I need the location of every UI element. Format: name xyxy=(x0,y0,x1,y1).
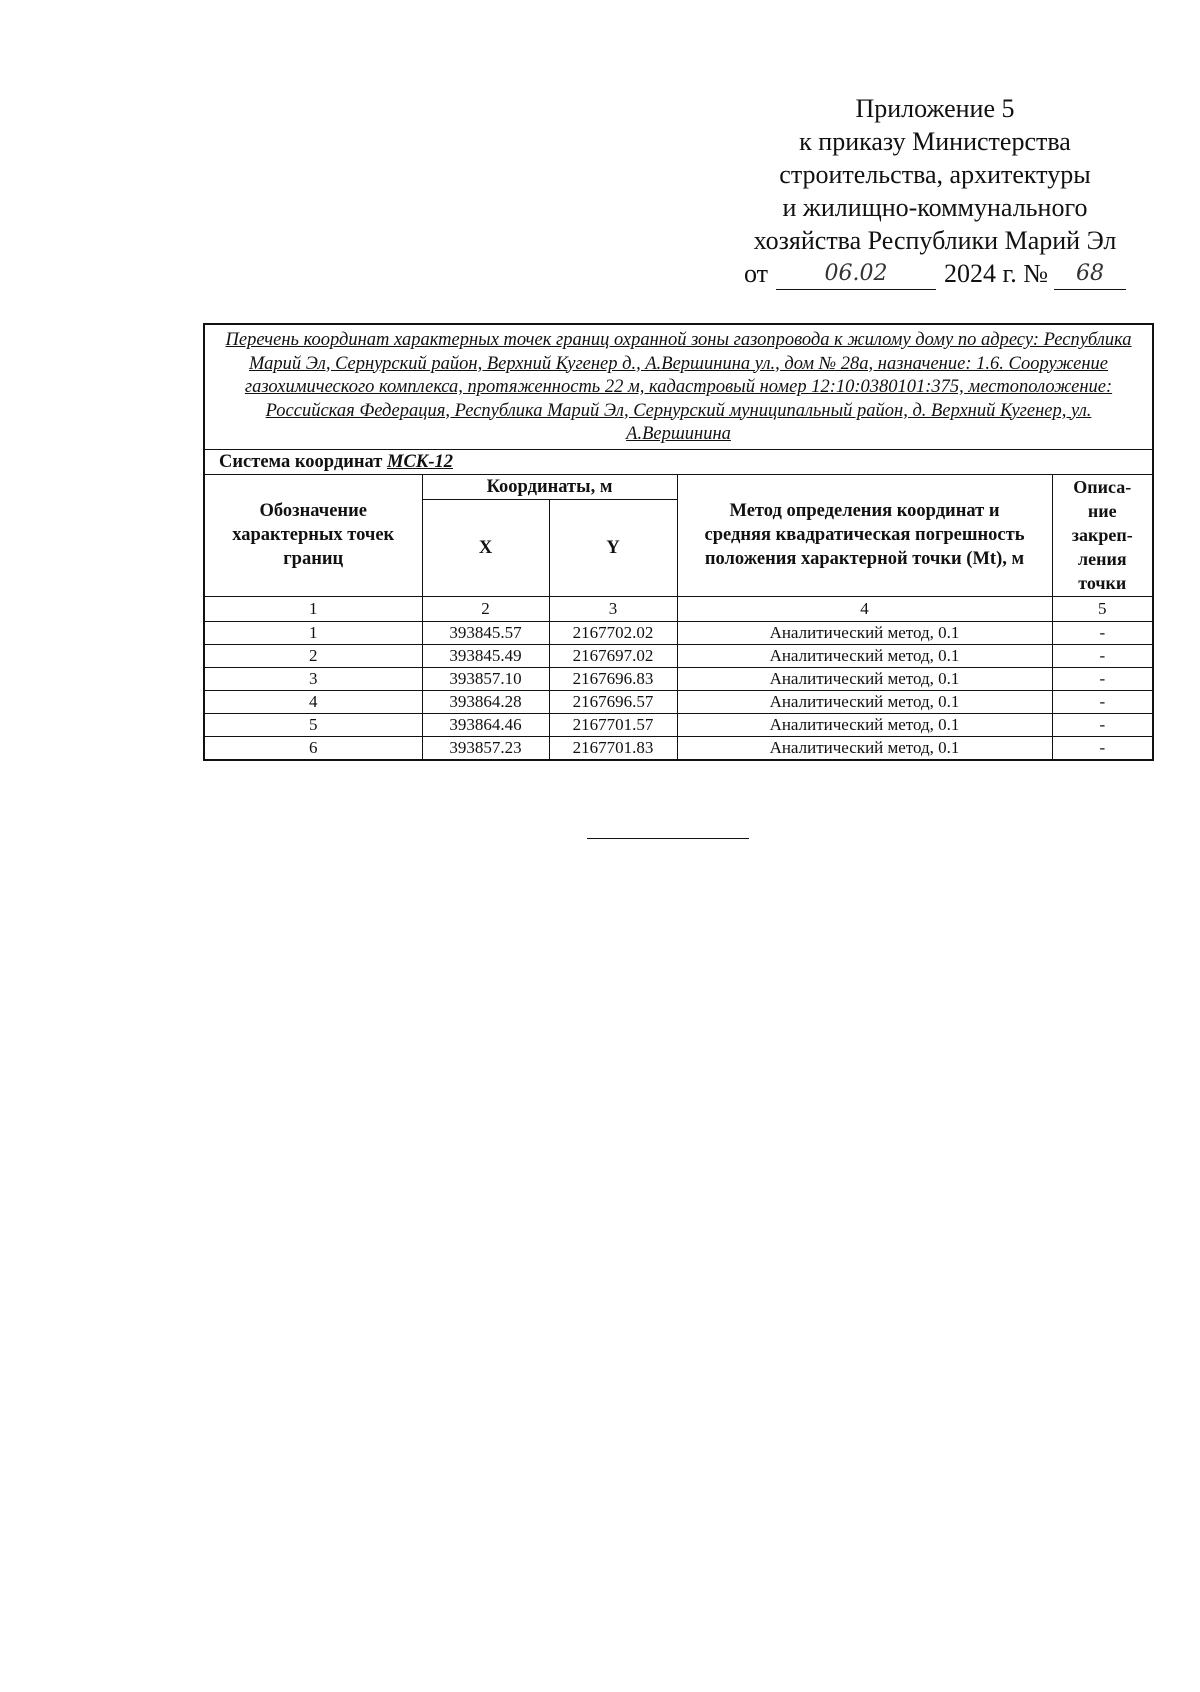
y-value: 2167702.02 xyxy=(549,621,677,644)
y-value: 2167697.02 xyxy=(549,644,677,667)
description-value: - xyxy=(1052,621,1153,644)
description-value: - xyxy=(1052,736,1153,760)
table-row xyxy=(204,713,1153,736)
year-number-label: 2024 г. № xyxy=(943,259,1049,288)
method-value: Аналитический метод, 0.1 xyxy=(677,690,1052,713)
x-value: 393845.49 xyxy=(422,644,549,667)
column-number: 3 xyxy=(549,596,677,621)
column-number: 1 xyxy=(204,596,422,621)
header-point: Обозначение характерных точек границ xyxy=(204,474,422,596)
point-id: 3 xyxy=(204,667,422,690)
description-value: - xyxy=(1052,667,1153,690)
x-value: 393857.10 xyxy=(422,667,549,690)
appendix-line-republic: хозяйства Республики Марий Эл xyxy=(753,226,1117,255)
handwritten-order-number: 68 xyxy=(1054,259,1126,290)
from-label: от xyxy=(743,259,768,288)
x-value: 393845.57 xyxy=(422,621,549,644)
point-id: 5 xyxy=(204,713,422,736)
y-value: 2167696.57 xyxy=(549,690,677,713)
table-row xyxy=(204,736,1153,760)
coordinate-system-value: МСК-12 xyxy=(387,451,453,472)
method-value: Аналитический метод, 0.1 xyxy=(677,713,1052,736)
appendix-header xyxy=(700,92,1170,290)
y-value: 2167701.83 xyxy=(549,736,677,760)
header-method: Метод определения координат и средняя квадратическая погрешность положения характерной точки (Mt), м xyxy=(677,474,1052,596)
appendix-title: Приложение 5 xyxy=(855,94,1015,123)
table-caption: Перечень координат характерных точек границ охранной зоны газопровода к жилому дому по адресу: Республика Марий Эл, Сернурский район, Верхний Кугенер д., А.Вершинина ул., дом № 28а, назначение: 1.6. Сооружение газохимического комплекса, протяженность 22 м, кадастровый номер 12:10:0380101:375, местоположение: Российская Федерация, Республика Марий Эл, Сернурский муниципальный район, д. Верхний Кугенер, ул. А.Вершинина xyxy=(204,324,1153,449)
table-row xyxy=(204,667,1153,690)
point-id: 4 xyxy=(204,690,422,713)
table-row xyxy=(204,690,1153,713)
column-number: 5 xyxy=(1052,596,1153,621)
coordinate-system-row xyxy=(204,449,1153,474)
table-row xyxy=(204,621,1153,644)
point-id: 6 xyxy=(204,736,422,760)
method-value: Аналитический метод, 0.1 xyxy=(677,621,1052,644)
column-number: 2 xyxy=(422,596,549,621)
coordinate-system-label: Система координат xyxy=(219,451,383,472)
column-number: 4 xyxy=(677,596,1052,621)
x-value: 393864.46 xyxy=(422,713,549,736)
appendix-line-order: к приказу Министерства xyxy=(799,127,1071,156)
header-x: X xyxy=(422,499,549,596)
x-value: 393857.23 xyxy=(422,736,549,760)
column-number-row xyxy=(204,596,1153,621)
y-value: 2167701.57 xyxy=(549,713,677,736)
method-value: Аналитический метод, 0.1 xyxy=(677,736,1052,760)
end-of-document-rule xyxy=(587,838,749,839)
appendix-line-housing: и жилищно-коммунального xyxy=(782,193,1088,222)
x-value: 393864.28 xyxy=(422,690,549,713)
description-value: - xyxy=(1052,644,1153,667)
header-coordinates: Координаты, м xyxy=(422,474,677,499)
header-description: Описа-ние закреп-ления точки xyxy=(1052,474,1153,596)
y-value: 2167696.83 xyxy=(549,667,677,690)
table-row xyxy=(204,644,1153,667)
coordinates-table xyxy=(203,323,1154,761)
order-date-number-line xyxy=(700,257,1170,290)
description-value: - xyxy=(1052,690,1153,713)
method-value: Аналитический метод, 0.1 xyxy=(677,644,1052,667)
description-value: - xyxy=(1052,713,1153,736)
point-id: 1 xyxy=(204,621,422,644)
header-y: Y xyxy=(549,499,677,596)
handwritten-date: 06.02 xyxy=(776,259,936,290)
appendix-line-ministry: строительства, архитектуры xyxy=(779,160,1091,189)
method-value: Аналитический метод, 0.1 xyxy=(677,667,1052,690)
point-id: 2 xyxy=(204,644,422,667)
